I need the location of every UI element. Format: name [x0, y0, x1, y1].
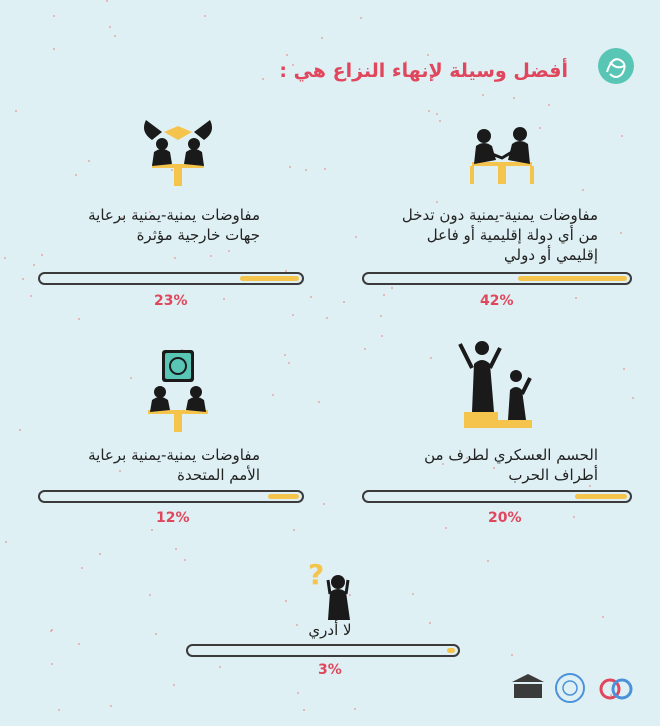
bar-fill [240, 276, 299, 281]
speck [620, 232, 622, 234]
speck [175, 548, 177, 550]
speck [632, 397, 634, 399]
speck [482, 94, 484, 96]
speck [582, 189, 584, 191]
speck [288, 362, 290, 364]
podium-icon [456, 334, 546, 438]
question-person-icon [302, 558, 362, 626]
speck [106, 0, 108, 2]
percentage-bar [38, 490, 304, 503]
speck [53, 48, 55, 50]
speck [58, 709, 60, 711]
speck [285, 600, 287, 602]
speck [286, 54, 288, 56]
percentage-value: 12% [156, 510, 190, 526]
speck [383, 294, 385, 296]
speck [284, 354, 286, 356]
percentage-value: 42% [480, 293, 514, 309]
speck [53, 15, 55, 17]
speck [429, 622, 431, 624]
percentage-bar [186, 644, 460, 657]
unesco-logo [508, 672, 548, 708]
speck [151, 529, 153, 531]
speck [364, 348, 366, 350]
speck [343, 301, 345, 303]
speck [149, 594, 151, 596]
brand-logo-icon [598, 48, 634, 84]
platform-logo [596, 674, 636, 708]
speck [174, 257, 176, 259]
speck [155, 633, 157, 635]
bar-fill [268, 494, 299, 499]
speck [427, 54, 429, 56]
speck [321, 37, 323, 39]
speck [204, 15, 206, 17]
speck [445, 527, 447, 529]
item-label: لا أدري [308, 621, 352, 639]
percentage-value: 20% [488, 510, 522, 526]
speck [430, 357, 432, 359]
speck [381, 335, 383, 337]
speck [219, 666, 221, 668]
bar-fill [575, 494, 627, 499]
un-negotiation-icon [138, 350, 218, 444]
item-label: مفاوضات يمنية-يمنية دون تدخل من أي دولة إقليمية أو فاعل إقليمي أو دولي [401, 206, 598, 264]
speck [78, 643, 80, 645]
speck [75, 174, 77, 176]
speck [4, 257, 6, 259]
speck [19, 429, 21, 431]
item-label: الحسم العسكري لطرف من أطراف الحرب [424, 446, 598, 484]
percentage-bar [38, 272, 304, 285]
speck [293, 529, 295, 531]
speck [78, 318, 80, 320]
speck [210, 255, 212, 257]
speck [184, 559, 186, 561]
speck [292, 314, 294, 316]
speck [589, 485, 591, 487]
speck [297, 692, 299, 694]
speck [436, 113, 438, 115]
speck [88, 160, 90, 162]
svg-text:?: ? [308, 558, 325, 591]
speck [228, 250, 230, 252]
speck [428, 110, 430, 112]
percentage-value: 23% [154, 293, 188, 309]
speck [41, 254, 43, 256]
speck [289, 166, 291, 168]
speck [33, 264, 35, 266]
speck [30, 295, 32, 297]
speck [81, 567, 83, 569]
speck [575, 297, 577, 299]
speck [15, 110, 17, 112]
speck [130, 377, 132, 379]
handshake-icon [138, 112, 218, 196]
item-label: مفاوضات يمنية-يمنية برعاية جهات خارجية مؤثرة [88, 206, 260, 244]
speck [391, 287, 393, 289]
speck [318, 401, 320, 403]
speck [360, 17, 362, 19]
speck [223, 298, 225, 300]
speck [109, 26, 111, 28]
speck [262, 78, 264, 80]
speck [110, 705, 112, 707]
speck [439, 120, 441, 122]
speck [548, 104, 550, 106]
speck [50, 630, 52, 632]
speck [51, 663, 53, 665]
speck [621, 135, 623, 137]
speck [354, 708, 356, 710]
percentage-value: 3% [318, 662, 342, 678]
speck [436, 201, 438, 203]
speck [513, 97, 515, 99]
percentage-bar [362, 490, 632, 503]
speck [326, 317, 328, 319]
speck [487, 560, 489, 562]
speck [114, 35, 116, 37]
un-peacebuilding-logo [552, 670, 588, 710]
page-title: أفضل وسيلة لإنهاء النزاع هي : [279, 60, 568, 82]
percentage-bar [362, 272, 632, 285]
speck [305, 169, 307, 171]
negotiation-icon [462, 120, 542, 194]
speck [623, 368, 625, 370]
speck [324, 168, 326, 170]
speck [296, 624, 298, 626]
speck [303, 709, 305, 711]
speck [272, 394, 274, 396]
speck [323, 503, 325, 505]
speck [5, 541, 7, 543]
speck [573, 516, 575, 518]
bar-fill [518, 276, 627, 281]
speck [310, 296, 312, 298]
speck [99, 553, 101, 555]
item-label: مفاوضات يمنية-يمنية برعاية الأمم المتحدة [88, 446, 260, 484]
speck [511, 654, 513, 656]
speck [412, 593, 414, 595]
bar-fill [447, 648, 455, 653]
speck [380, 315, 382, 317]
speck [602, 616, 604, 618]
speck [22, 278, 24, 280]
speck [173, 684, 175, 686]
